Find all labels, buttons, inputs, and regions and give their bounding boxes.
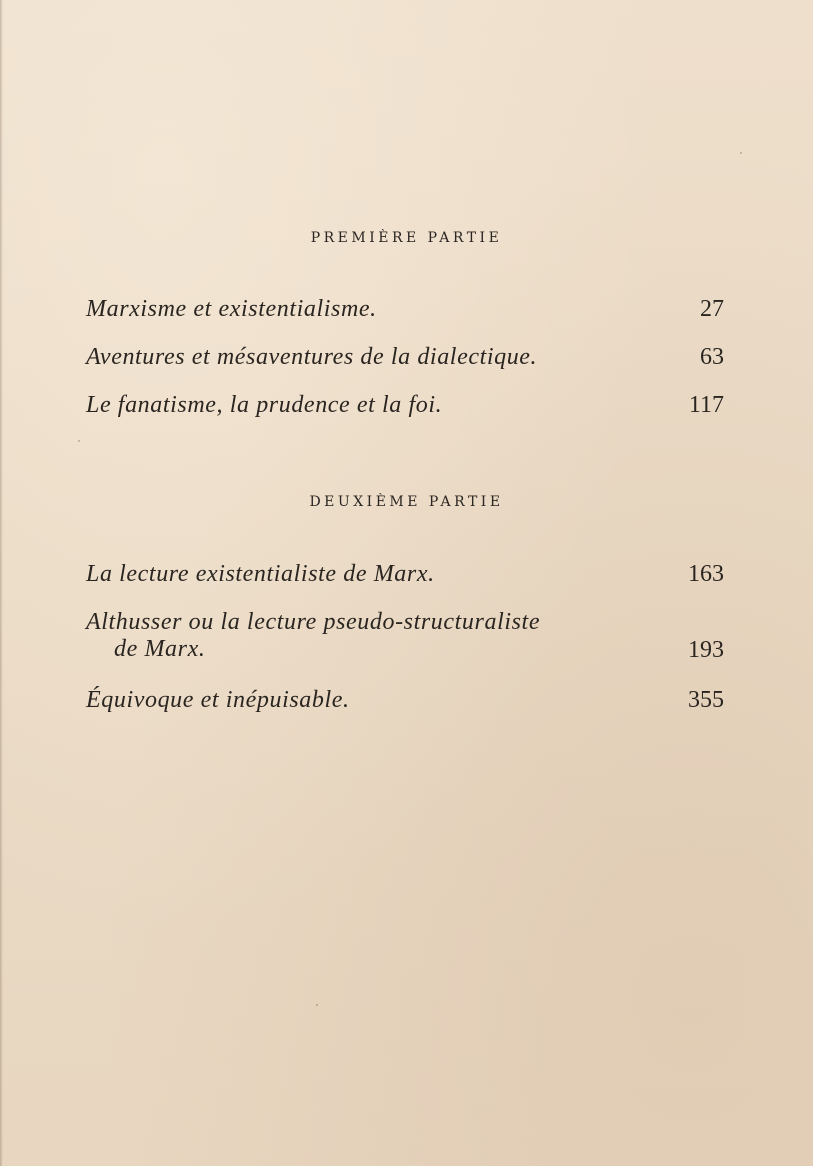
toc-entry [86, 687, 724, 735]
toc-entry-title: Marxisme et existentialisme. [86, 296, 377, 322]
toc-entry-title: La lecture existentialiste de Marx. [86, 561, 435, 587]
toc-entry-page: 163 [688, 561, 724, 587]
paper-speck [740, 152, 742, 154]
paper-speck [78, 440, 80, 442]
toc-entry [86, 296, 724, 344]
toc-entry [86, 392, 724, 440]
toc-entry [86, 609, 724, 687]
toc-entry-page: 63 [700, 344, 724, 370]
part-heading-premiere: PREMIÈRE PARTIE [310, 230, 503, 246]
page-edge-shadow [0, 0, 3, 1166]
toc-entry-page: 27 [700, 296, 724, 322]
paper-speck [316, 1004, 318, 1006]
part-heading-deuxieme: DEUXIÈME PARTIE [309, 494, 504, 510]
toc-entry [86, 344, 724, 392]
toc-entry-page: 193 [688, 637, 724, 663]
toc-entry-title-line-1: Althusser ou la lecture pseudo-structuraliste [86, 609, 541, 635]
toc-entry-title: Équivoque et inépuisable. [86, 687, 350, 713]
toc-section-part-1 [86, 296, 724, 440]
toc-entry [86, 561, 724, 609]
toc-entry-page: 355 [688, 687, 724, 713]
toc-entry-title: Aventures et mésaventures de la dialectique. [86, 344, 538, 370]
toc-entry-title-line-2: de Marx. [114, 636, 206, 662]
toc-entry-title: Le fanatisme, la prudence et la foi. [86, 392, 443, 418]
toc-section-part-2 [86, 561, 724, 735]
toc-entry-page: 117 [688, 392, 724, 418]
